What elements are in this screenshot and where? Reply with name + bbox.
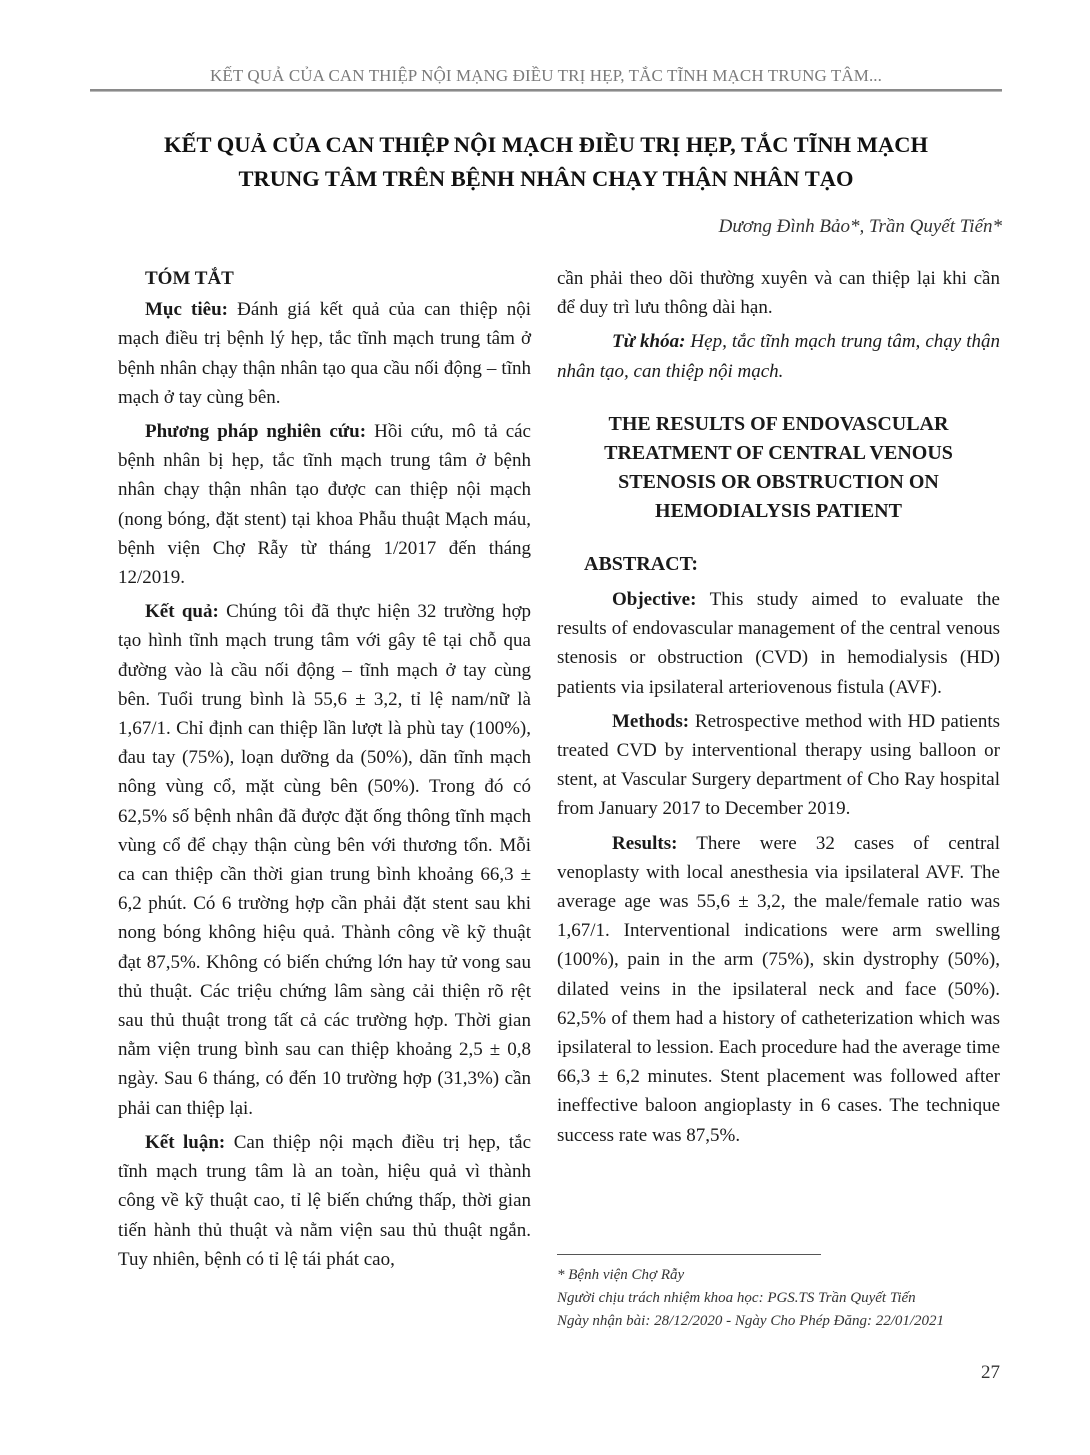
footnote bbox=[557, 1264, 944, 1333]
footnote-affiliation: * Bệnh viện Chợ Rẫy bbox=[557, 1267, 685, 1283]
footnote-dates: Ngày nhận bài: 28/12/2020 - Ngày Cho Phép Đăng: 22/01/2021 bbox=[557, 1313, 945, 1329]
vi-objective: Mục tiêu: Đánh giá kết quả của can thiệp nội mạch điều trị bệnh lý hẹp, tắc tĩnh mạch trung tâm ở bệnh nhân chạy thận nhân tạo qua cầu nối động – tĩnh mạch ở tay cùng bên. bbox=[118, 299, 531, 408]
vi-methods: Phương pháp nghiên cứu: Hồi cứu, mô tả các bệnh nhân bị hẹp, tắc tĩnh mạch trung tâm ở bệnh nhân chạy thận nhân tạo được can thiệp nội mạch (nong bóng, đặt stent) tại khoa Phẫu thuật Mạch máu, bệnh viện Chợ Rẫy từ tháng 1/2017 đến tháng 12/2019. bbox=[118, 421, 531, 589]
running-header: KẾT QUẢ CỦA CAN THIỆP NỘI MẠNG ĐIỀU TRỊ HẸP, TẮC TĨNH MẠCH TRUNG TÂM... bbox=[209, 66, 883, 85]
en-abstract-heading: ABSTRACT: bbox=[584, 552, 699, 575]
header-rule bbox=[90, 89, 1002, 92]
left-column bbox=[118, 264, 531, 1279]
right-column bbox=[557, 264, 1000, 1155]
vi-conclusion: Kết luận: Can thiệp nội mạch điều trị hẹp, tắc tĩnh mạch trung tâm là an toàn, hiệu quả vì thành công về kỹ thuật cao, tỉ lệ biến chứng thấp, thời gian tiến hành thủ thuật và nằm viện sau thủ thuật ngắn. Tuy nhiên, bệnh có tỉ lệ tái phát cao, bbox=[118, 1131, 532, 1270]
vi-conclusion-continued: cần phải theo dõi thường xuyên và can thiệp lại khi cần để duy trì lưu thông dài hạn. bbox=[557, 268, 1000, 319]
vi-keywords: Từ khóa: Hẹp, tắc tĩnh mạch trung tâm, chạy thận nhân tạo, can thiệp nội mạch. bbox=[557, 331, 1000, 382]
en-methods: Methods: Retrospective method with HD patients treated CVD by interventional therapy using balloon or stent, at Vascular Surgery department of Cho Ray hospital from January 2017 to December 2019. bbox=[557, 710, 1000, 820]
title-line: KẾT QUẢ CỦA CAN THIỆP NỘI MẠCH ĐIỀU TRỊ HẸP, TẮC TĨNH MẠCH bbox=[163, 132, 929, 157]
en-objective: Objective: This study aimed to evaluate the results of endovascular management of the central venous stenosis or obstruction (CVD) in hemodialysis (HD) patients via ipsilateral arteriovenous fistula (AVF). bbox=[557, 589, 1000, 698]
page-number: 27 bbox=[981, 1362, 1000, 1383]
footnote-responsible: Người chịu trách nhiệm khoa học: PGS.TS Trần Quyết Tiến bbox=[557, 1290, 916, 1306]
english-title: THE RESULTS OF ENDOVASCULAR TREATMENT OF CENTRAL VENOUS STENOSIS OR OBSTRUCTION ON HEMODIALYSIS PATIENT bbox=[604, 412, 953, 522]
vi-abstract-heading: TÓM TẮT bbox=[145, 268, 234, 289]
footnote-rule bbox=[557, 1254, 821, 1255]
article-title bbox=[90, 128, 1002, 196]
vi-results: Kết quả: Chúng tôi đã thực hiện 32 trường hợp tạo hình tĩnh mạch trung tâm với gây tê tại chỗ qua đường vào là cầu nối động – tĩnh mạch ở tay cùng bên. Tuổi trung bình là 55,6 ± 3,2, tỉ lệ nam/nữ là 1,67/1. Chỉ định can thiệp lần lượt là phù tay (100%), đau tay (75%), loạn dưỡng da (50%), dãn tĩnh mạch nông vùng cổ, mặt cùng bên (50%). Trong đó có 62,5% số bệnh nhân đã được đặt ống thông tĩnh mạch vùng cổ để chạy thận cùng bên với thương tổn. Mỗi ca can thiệp cần thời gian trung bình khoảng 66,3 ± 6,2 phút. Có 6 trường hợp cần phải đặt stent sau khi nong bóng không hiệu quả. Thành công về kỹ thuật đạt 87,5%. Không có biến chứng lớn hay tử vong sau thủ thuật. Các triệu chứng lâm sàng cải thiện rõ rệt sau thủ thuật trong tất cả các trường hợp. Thời gian nằm viện trung bình sau can thiệp khoảng 2,5 ± 0,8 ngày. Sau 6 tháng, có đến 10 trường hợp (31,3%) cần phải can thiệp lại. bbox=[118, 601, 532, 1119]
en-results: Results: There were 32 cases of central venoplasty with local anesthesia via ipsilateral AVF. The average age was 55,6 ± 3,2, the male/female ratio was 1,67/1. Interventional indications were arm swelling (100%), pain in the arm (75%), skin dystrophy (50%), dilated veins in the ipsilateral neck and face (50%). 62,5% of them had a history of catheterization which was ipsilateral to lession. Each procedure had the average time 66,3 ± 6,2 minutes. Stent placement was followed after ineffective baloon angioplasty in 6 cases. The technique success rate was 87,5%. bbox=[557, 832, 1000, 1146]
title-line: TRUNG TÂM TRÊN BỆNH NHÂN CHẠY THẬN NHÂN TẠO bbox=[238, 166, 854, 191]
authors: Dương Đình Bảo*, Trần Quyết Tiến* bbox=[718, 216, 1002, 237]
